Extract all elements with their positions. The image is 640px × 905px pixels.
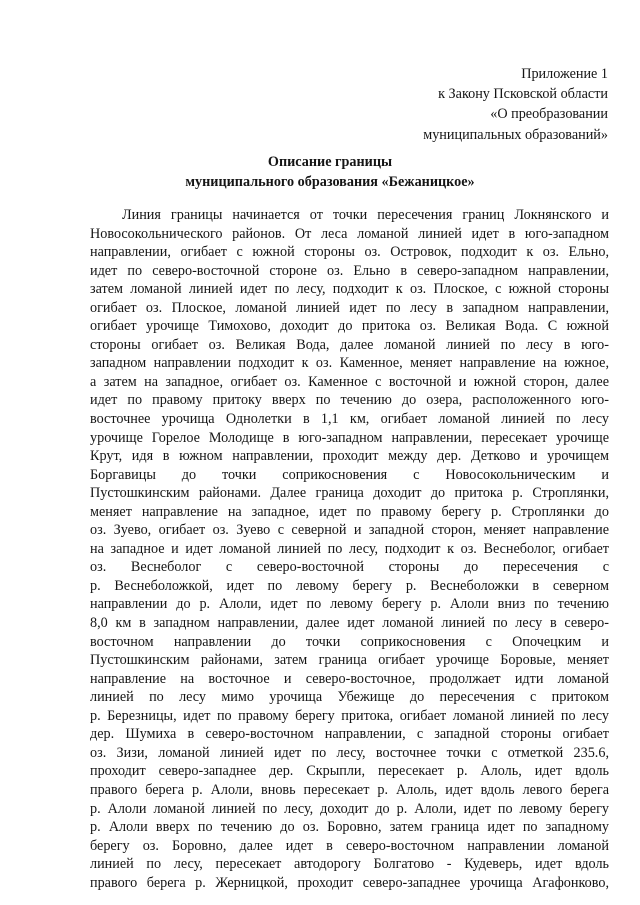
body-line: направление на восточное и северо-восточное, продолжает идти ломаной [90,670,609,687]
body-line: р. Веснеболожкой, идет по левому берегу р. Веснеболожки в северном [90,577,609,594]
body-line: восточном направлении до точки соприкосновения с Опочецким и [90,633,609,650]
document-title [60,152,600,192]
body-line: Боргавицы до точки соприкосновения с Новосокольническим и [90,466,609,483]
body-line: линией по лесу, пересекает автодорогу Болгатово - Кудеверь, идет вдоль [90,856,609,873]
body-line: правого берега р. Алоли, вновь пересекает р. Алоль, идет вдоль левого берега [90,781,609,798]
appendix-header [423,64,608,145]
body-line: затем ломаной линией идет по лесу, подходит к оз. Плоское, с южной стороны [90,281,609,298]
body-line: р. Алоли ломаной линией по лесу, доходит до р. Алоли, идет по левому берегу [90,800,609,817]
body-line: огибает урочище Тимохово, доходит до притока оз. Великая Вода. С южной [90,318,609,335]
body-line: оз. Зизи, ломаной линией идет по лесу, восточнее точки с отметкой 235.6, [90,744,609,761]
body-line: правого берега р. Жерницкой, проходит северо-западнее урочища Агафонково, [90,874,609,891]
body-line: берегу оз. Боровно, далее идет в северо-восточном направлении ломаной [90,837,609,854]
body-line: дер. Шумиха в северо-восточном направлении, с западной стороны огибает [90,726,609,743]
body-line: Пустошкинским районами. Далее граница доходит до притока р. Строплянки, [90,485,609,502]
appendix-line: к Закону Псковской области [438,86,608,103]
body-line: восточнее урочища Однолетки в 1,1 км, огибает ломаной линией по лесу [90,411,609,428]
body-line: на западное и идет ломаной линией по лесу, подходит к оз. Веснеболог, огибает [90,540,609,557]
body-line: стороны огибает оз. Великая Вода, далее ломаной линией по лесу в юго- [90,336,609,353]
body-text [90,206,609,892]
body-line: направлении до р. Алоли, идет по левому берегу р. Алоли вниз по течению [90,596,609,613]
body-line: Новосокольнического районов. От леса ломаной линией идет в юго-западном [90,225,609,242]
title-line-2: муниципального образования «Бежаницкое» [185,174,475,190]
appendix-line: «О преобразовании [490,106,608,123]
appendix-line: Приложение 1 [521,66,608,82]
body-line: оз. Веснеболог с северо-восточной стороны до пересечения с [90,559,609,576]
body-line: р. Березницы, идет по правому берегу притока, огибает ломаной линией по лесу [90,707,609,724]
appendix-line: муниципальных образований» [423,126,608,143]
body-line: урочище Горелое Молодище в юго-западном направлении, пересекает урочище [90,429,609,446]
body-line: идет по северо-восточной стороне оз. Ельно в северо-западном направлении, [90,262,609,279]
body-line: проходит северо-западнее дер. Скрыпли, пересекает р. Алоль, идет вдоль [90,763,609,780]
body-line: линией по лесу мимо урочища Убежище до пересечения с притоком [90,689,609,706]
body-line: направлении, огибает с южной стороны оз. Островок, подходит к оз. Ельно, [90,244,609,261]
body-line: Линия границы начинается от точки пересечения границ Локнянского и [122,207,609,223]
title-line-1: Описание границы [267,154,393,170]
body-line: 8,0 км в западном направлении, далее идет ломаной линией по лесу в северо- [90,615,609,632]
body-line: р. Алоли вверх по течению до оз. Боровно, затем граница идет по западному [90,819,609,836]
body-line: Пустошкинским районами, затем граница огибает урочище Боровые, меняет [90,652,609,669]
body-line: меняет направление на западное, идет по правому берегу р. Строплянки до [90,503,609,520]
body-line: западном направлении подходит к оз. Каменное, меняет направление на южное, [90,355,609,372]
body-line: идет по правому притоку вверх по течению до озера, расположенного юго- [90,392,609,409]
body-line: а затем на западное, огибает оз. Каменное с восточной и южной сторон, далее [90,373,609,390]
body-line: огибает оз. Плоское, ломаной линией идет по лесу в западном направлении, [90,299,609,316]
body-line: оз. Зуево, огибает оз. Зуево с северной и западной сторон, меняет направление [90,522,609,539]
body-line: Крут, идя в южном направлении, проходит между дер. Детково и урочищем [90,448,609,465]
